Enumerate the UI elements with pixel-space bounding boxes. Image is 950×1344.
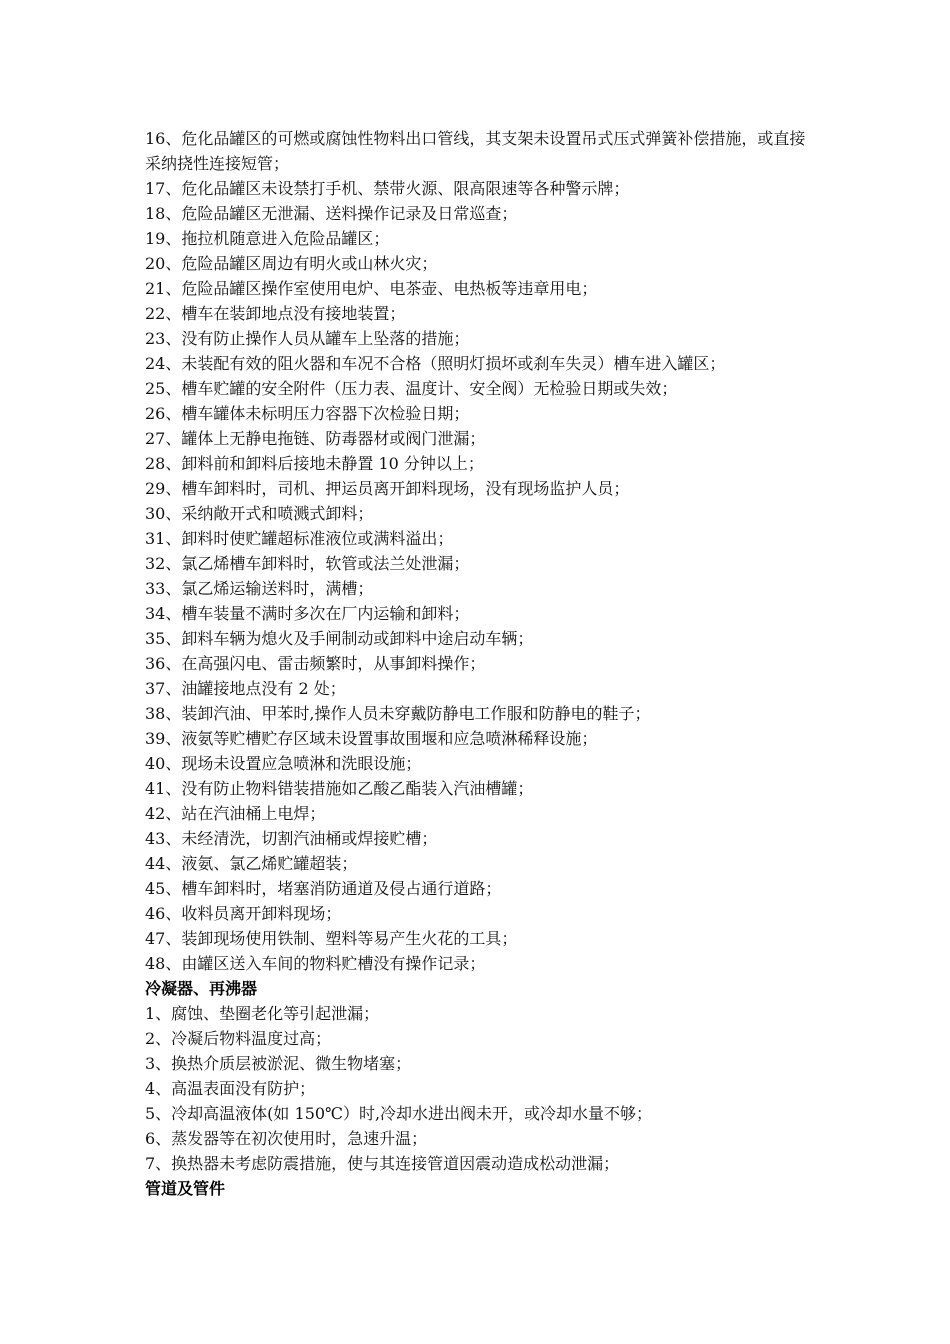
list-item: 3、换热介质层被淤泥、微生物堵塞； bbox=[145, 1054, 412, 1073]
list-item: 36、在高强闪电、雷击频繁时，从事卸料操作； bbox=[145, 654, 486, 673]
list-item: 28、卸料前和卸料后接地未静置 10 分钟以上； bbox=[145, 454, 484, 473]
list-item: 29、槽车卸料时，司机、押运员离开卸料现场，没有现场监护人员； bbox=[145, 479, 630, 498]
list-item: 23、没有防止操作人员从罐车上坠落的措施； bbox=[145, 329, 470, 348]
list-item: 20、危险品罐区周边有明火或山林火灾； bbox=[145, 254, 438, 273]
list-item: 45、槽车卸料时，堵塞消防通道及侵占通行道路； bbox=[145, 879, 502, 898]
list-item: 48、由罐区送入车间的物料贮槽没有操作记录； bbox=[145, 954, 486, 973]
document-body bbox=[145, 126, 815, 1201]
list-item: 35、卸料车辆为熄火及手闸制动或卸料中途启动车辆； bbox=[145, 629, 534, 648]
section-heading: 管道及管件 bbox=[145, 1179, 226, 1198]
list-item: 5、冷却高温液体(如 150℃）时,冷却水进出阀未开，或冷却水量不够； bbox=[145, 1104, 653, 1123]
list-item: 16、危化品罐区的可燃或腐蚀性物料出口管线，其支架未设置吊式压式弹簧补偿措施，或直接采纳挠性连接短管； bbox=[145, 129, 806, 173]
list-item: 21、危险品罐区操作室使用电炉、电茶壶、电热板等违章用电； bbox=[145, 279, 598, 298]
list-item: 47、装卸现场使用铁制、塑料等易产生火花的工具； bbox=[145, 929, 518, 948]
list-item: 46、收料员离开卸料现场； bbox=[145, 904, 342, 923]
list-item: 33、氯乙烯运输送料时，满槽； bbox=[145, 579, 374, 598]
list-item: 32、氯乙烯槽车卸料时，软管或法兰处泄漏； bbox=[145, 554, 470, 573]
list-item: 17、危化品罐区未设禁打手机、禁带火源、限高限速等各种警示牌； bbox=[145, 179, 630, 198]
list-item: 37、油罐接地点没有 2 处； bbox=[145, 679, 346, 698]
list-item: 31、卸料时使贮罐超标准液位或满料溢出； bbox=[145, 529, 454, 548]
list-item: 24、未装配有效的阻火器和车况不合格（照明灯损坏或刹车失灵）槽车进入罐区； bbox=[145, 354, 726, 373]
list-item: 7、换热器未考虑防震措施，使与其连接管道因震动造成松动泄漏； bbox=[145, 1154, 620, 1173]
list-item: 41、没有防止物料错装措施如乙酸乙酯装入汽油槽罐； bbox=[145, 779, 534, 798]
list-item: 27、罐体上无静电拖链、防毒器材或阀门泄漏； bbox=[145, 429, 486, 448]
list-item: 34、槽车装量不满时多次在厂内运输和卸料； bbox=[145, 604, 470, 623]
section-tank-area bbox=[145, 126, 815, 976]
list-item: 22、槽车在装卸地点没有接地装置； bbox=[145, 304, 406, 323]
list-item: 4、高温表面没有防护； bbox=[145, 1079, 316, 1098]
section-heading: 冷凝器、再沸器 bbox=[145, 979, 258, 998]
list-item: 26、槽车罐体未标明压力容器下次检验日期； bbox=[145, 404, 470, 423]
list-item: 6、蒸发器等在初次使用时，急速升温； bbox=[145, 1129, 428, 1148]
list-item: 18、危险品罐区无泄漏、送料操作记录及日常巡查； bbox=[145, 204, 518, 223]
list-item: 43、未经清洗，切割汽油桶或焊接贮槽； bbox=[145, 829, 438, 848]
list-item: 30、采纳敞开式和喷溅式卸料； bbox=[145, 504, 374, 523]
list-item: 42、站在汽油桶上电焊； bbox=[145, 804, 326, 823]
list-item: 2、冷凝后物料温度过高； bbox=[145, 1029, 332, 1048]
list-item: 19、拖拉机随意进入危险品罐区； bbox=[145, 229, 390, 248]
section-condenser-reboiler bbox=[145, 976, 815, 1176]
list-item: 39、液氨等贮槽贮存区域未设置事故围堰和应急喷淋稀释设施； bbox=[145, 729, 598, 748]
list-item: 40、现场未设置应急喷淋和洗眼设施； bbox=[145, 754, 422, 773]
list-item: 38、装卸汽油、甲苯时,操作人员未穿戴防静电工作服和防静电的鞋子； bbox=[145, 704, 651, 723]
list-item: 1、腐蚀、垫圈老化等引起泄漏； bbox=[145, 1004, 380, 1023]
section-pipes-fittings bbox=[145, 1176, 815, 1201]
list-item: 25、槽车贮罐的安全附件（压力表、温度计、安全阀）无检验日期或失效； bbox=[145, 379, 678, 398]
list-item: 44、液氨、氯乙烯贮罐超装； bbox=[145, 854, 358, 873]
